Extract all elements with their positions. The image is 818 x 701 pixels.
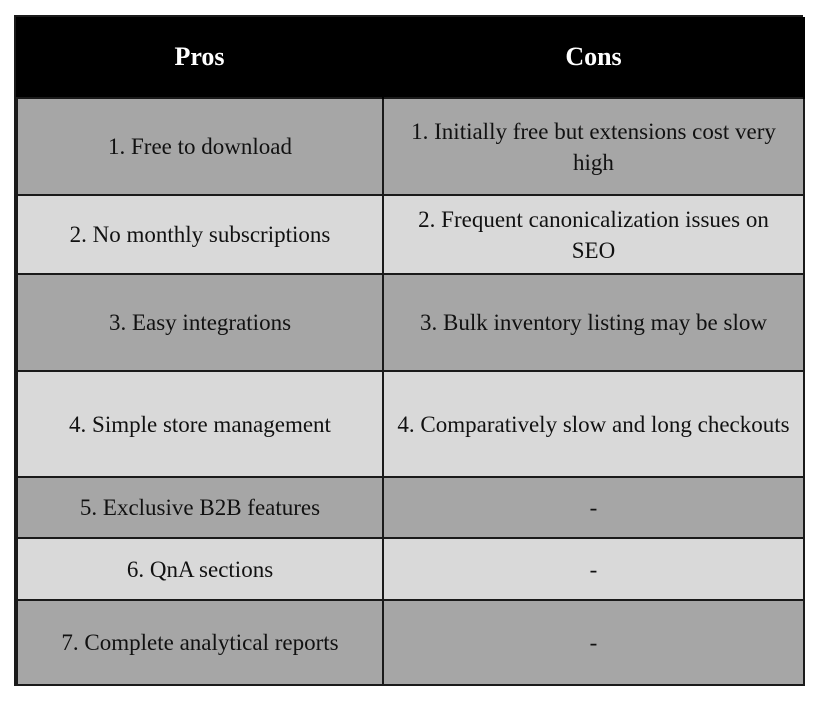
pro-cell: 4. Simple store management: [17, 371, 383, 477]
pro-cell: 1. Free to download: [17, 98, 383, 195]
table-row: [17, 274, 804, 371]
header-row: [17, 17, 804, 98]
cons-header: Cons: [383, 17, 804, 98]
pro-cell: 5. Exclusive B2B features: [17, 477, 383, 538]
con-cell: 3. Bulk inventory listing may be slow: [383, 274, 804, 371]
con-cell: 1. Initially free but extensions cost very high: [383, 98, 804, 195]
table-row: [17, 477, 804, 538]
table-row: [17, 371, 804, 477]
pro-cell: 7. Complete analytical reports: [17, 600, 383, 685]
pros-header: Pros: [17, 17, 383, 98]
table-row: [17, 600, 804, 685]
pros-cons-table-container: [14, 15, 803, 686]
pro-cell: 6. QnA sections: [17, 538, 383, 600]
con-cell: 4. Comparatively slow and long checkouts: [383, 371, 804, 477]
con-cell: -: [383, 477, 804, 538]
table-row: [17, 195, 804, 274]
table-row: [17, 98, 804, 195]
con-cell: -: [383, 600, 804, 685]
con-cell: 2. Frequent canonicalization issues on SEO: [383, 195, 804, 274]
table-row: [17, 538, 804, 600]
pro-cell: 2. No monthly subscriptions: [17, 195, 383, 274]
con-cell: -: [383, 538, 804, 600]
pro-cell: 3. Easy integrations: [17, 274, 383, 371]
pros-cons-table: [16, 17, 805, 686]
